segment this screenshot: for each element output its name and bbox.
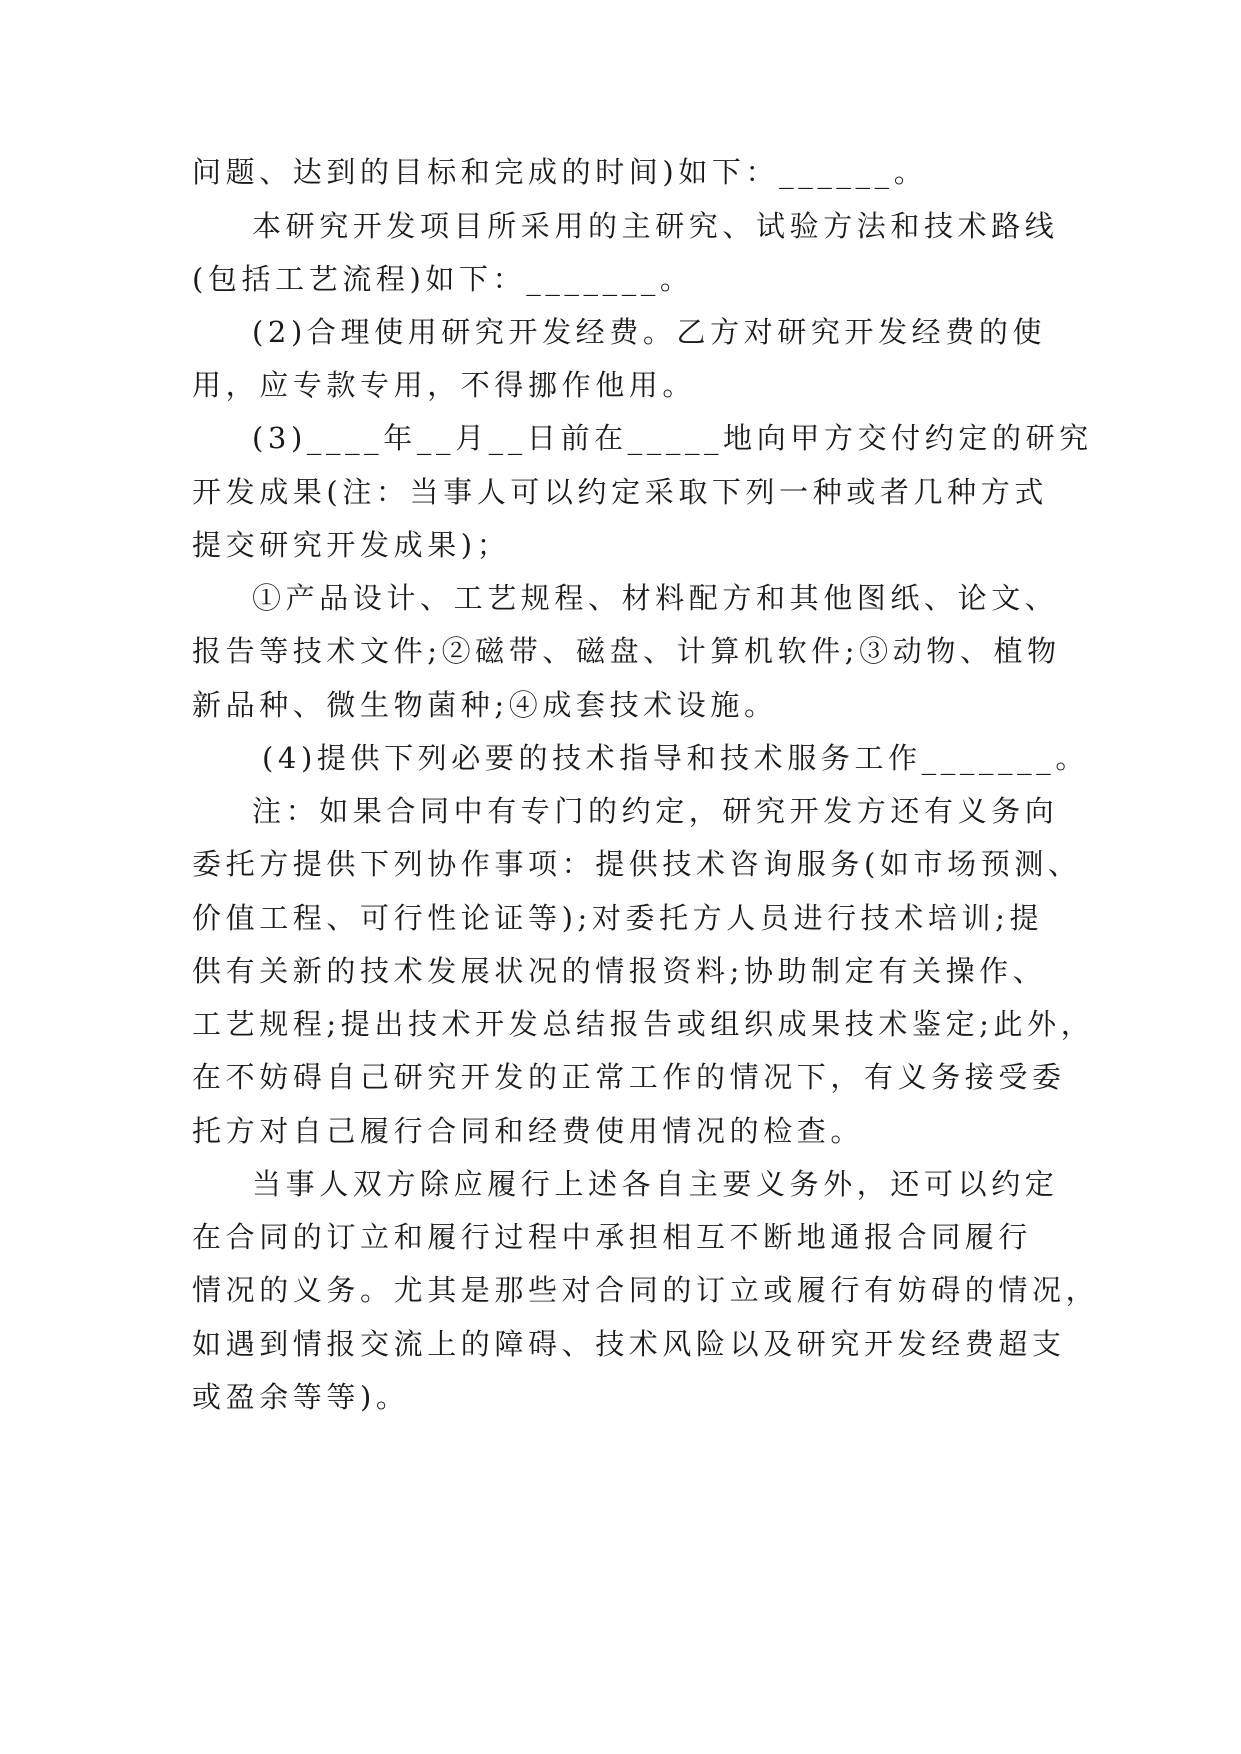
text-line: 如遇到情报交流上的障碍、技术风险以及研究开发经费超支	[192, 1327, 1066, 1361]
text-line: (2)合理使用研究开发经费。乙方对研究开发经费的使	[252, 315, 1047, 349]
text-line: (4)提供下列必要的技术指导和技术服务工作_______。	[262, 741, 1089, 775]
text-line: 托方对自己履行合同和经费使用情况的检查。	[192, 1114, 865, 1148]
text-line: ①产品设计、工艺规程、材料配方和其他图纸、论文、	[252, 581, 1059, 615]
text-line: (3)____年__月__日前在_____地向甲方交付约定的研究	[252, 421, 1093, 455]
text-line: 或盈余等等)。	[192, 1380, 410, 1414]
text-line: 在合同的订立和履行过程中承担相互不断地通报合同履行	[192, 1220, 1033, 1254]
text-line: 注：如果合同中有专门的约定，研究开发方还有义务向	[252, 794, 1059, 828]
text-line: 情况的义务。尤其是那些对合同的订立或履行有妨碍的情况，	[192, 1273, 1100, 1307]
text-line: 本研究开发项目所采用的主研究、试验方法和技术路线	[252, 209, 1059, 243]
text-line: 提交研究开发成果)；	[192, 528, 511, 562]
text-line: 委托方提供下列协作事项：提供技术咨询服务(如市场预测、	[192, 847, 1082, 881]
text-line: 工艺规程;提出技术开发总结报告或组织成果技术鉴定;此外，	[192, 1007, 1095, 1041]
text-line: 用，应专款专用，不得挪作他用。	[192, 368, 697, 402]
text-line: (包括工艺流程)如下：_______。	[192, 262, 694, 296]
text-line: 问题、达到的目标和完成的时间)如下：______。	[192, 155, 928, 189]
text-line: 在不妨碍自己研究开发的正常工作的情况下，有义务接受委	[192, 1060, 1066, 1094]
text-line: 开发成果(注：当事人可以约定采取下列一种或者几种方式	[192, 475, 1048, 509]
text-line: 报告等技术文件;②磁带、磁盘、计算机软件;③动物、植物	[192, 634, 1061, 668]
text-line: 供有关新的技术发展状况的情报资料;协助制定有关操作、	[192, 954, 1047, 988]
text-line: 价值工程、可行性论证等);对委托方人员进行技术培训;提	[192, 901, 1044, 935]
text-line: 新品种、微生物菌种;④成套技术设施。	[192, 688, 778, 722]
text-line: 当事人双方除应履行上述各自主要义务外，还可以约定	[252, 1167, 1059, 1201]
